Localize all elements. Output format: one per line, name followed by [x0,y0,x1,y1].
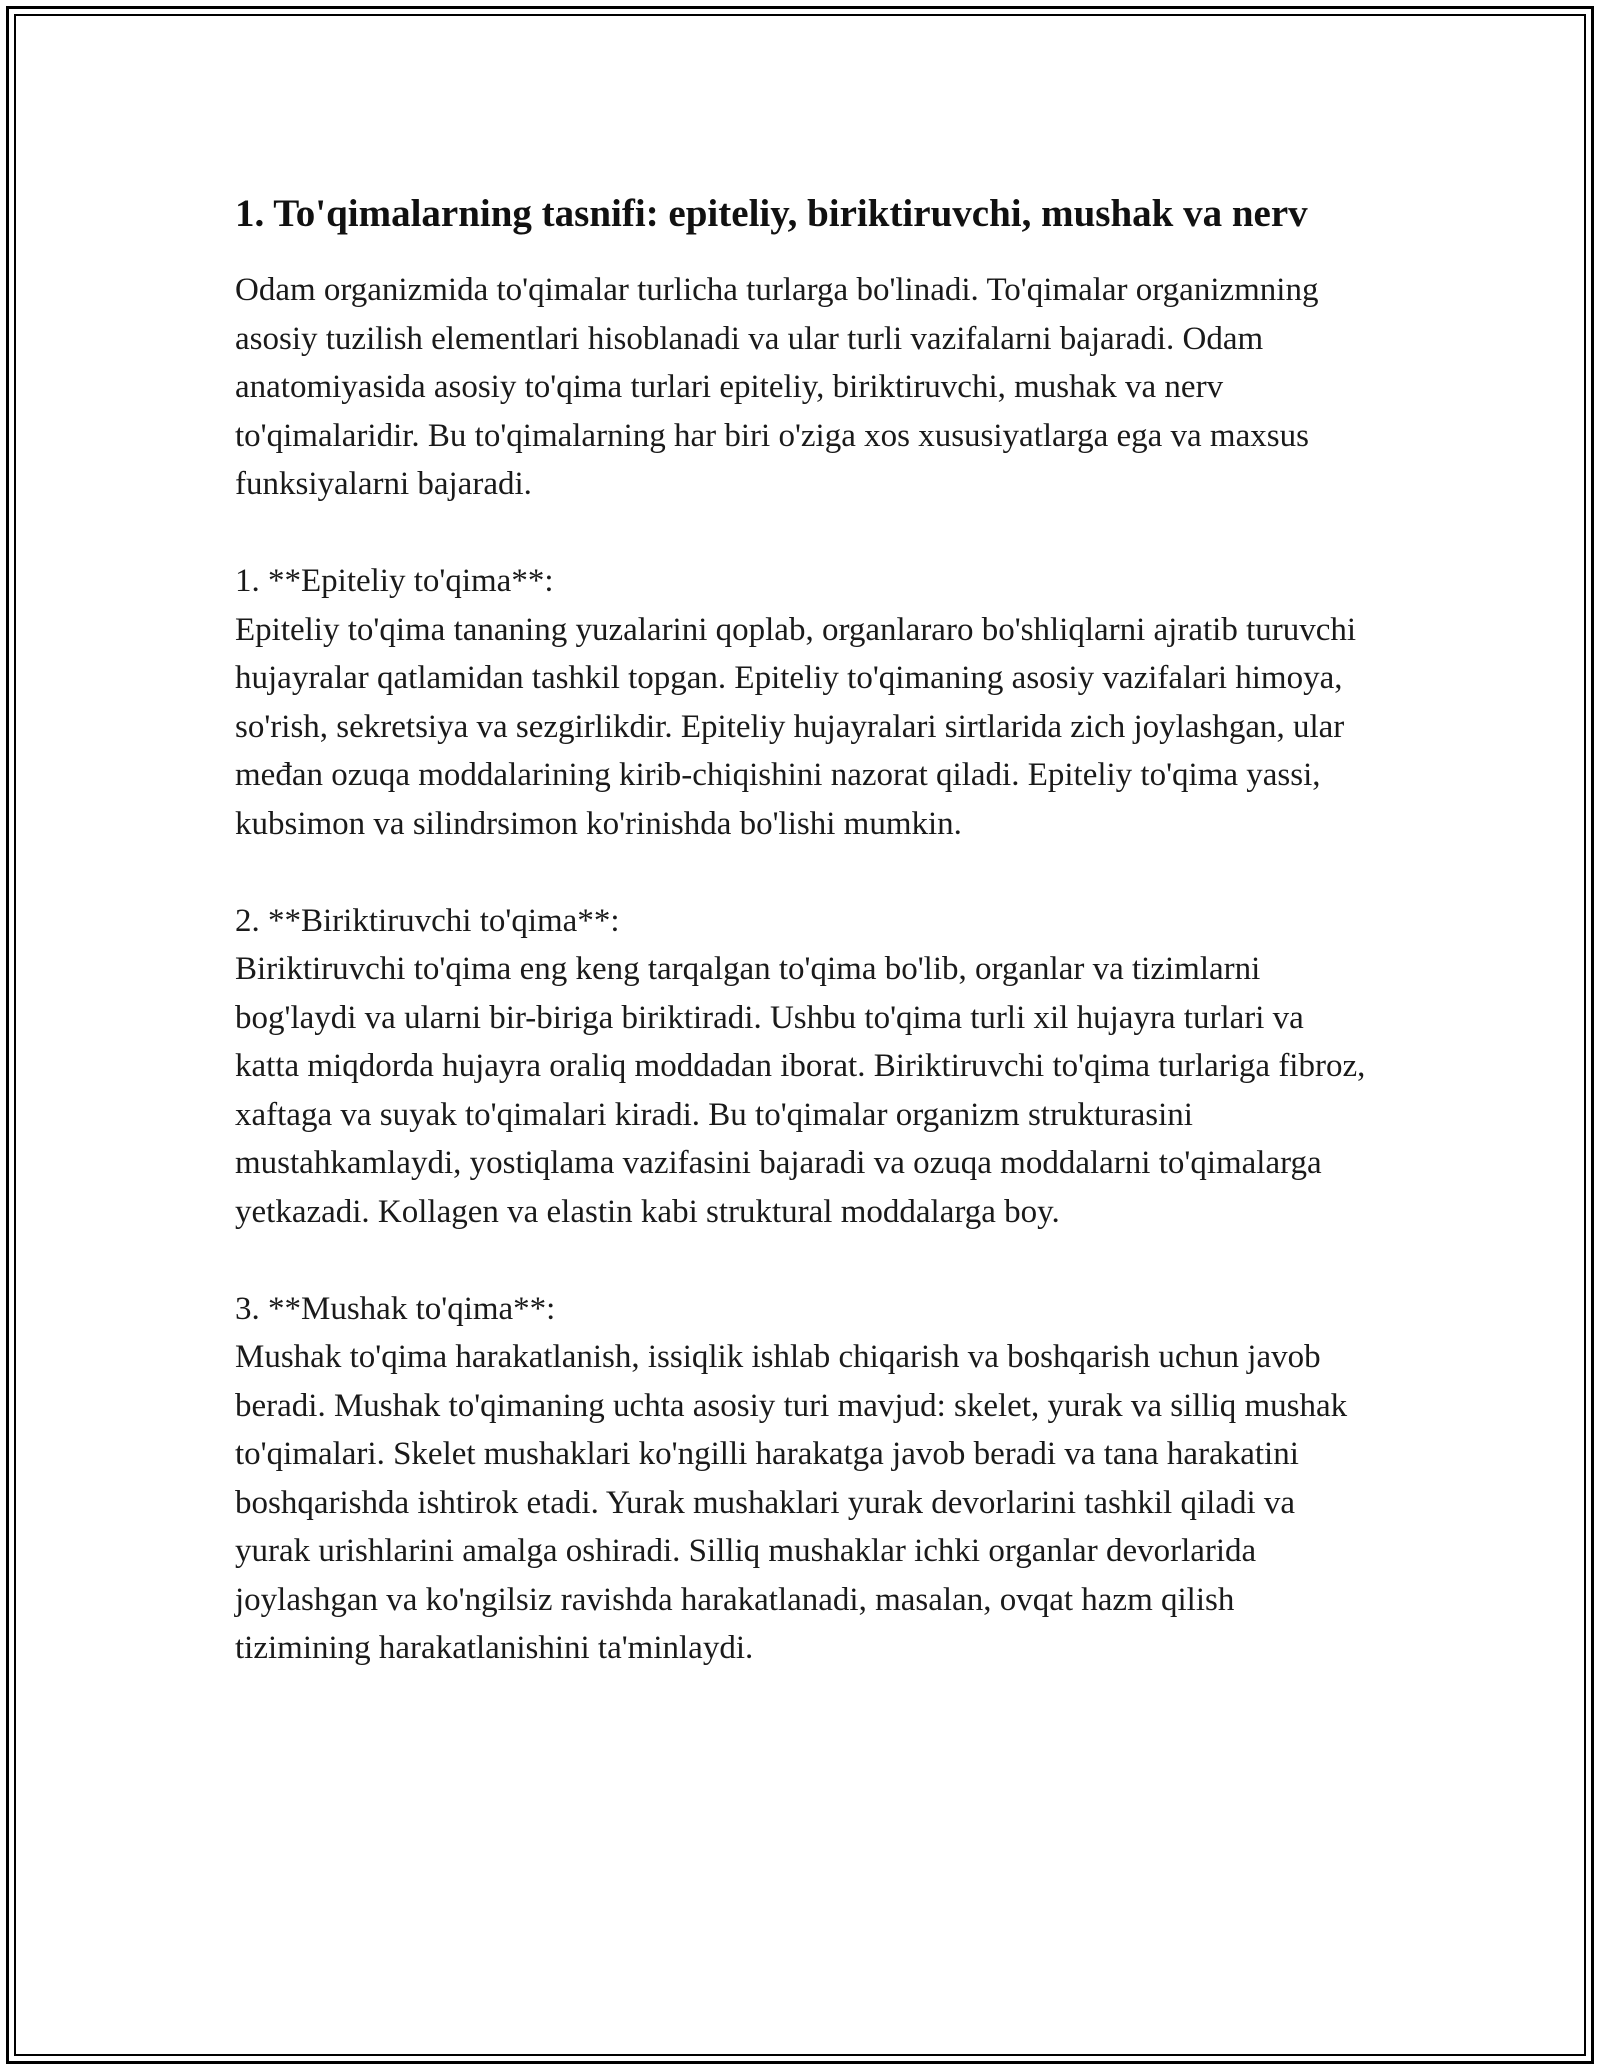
section-heading: 3. **Mushak to'qima**: [235,1290,556,1327]
intro-paragraph: Odam organizmida to'qimalar turlicha turlarga bo'linadi. To'qimalar organizmning asosiy tuzilish elementlari hisoblanadi va ular turli vazifalarni bajaradi. Odam anatomiyasida asosiy to'qima turlari epiteliy, biriktiruvchi, mushak va nerv to'qimalaridir. Bu to'qimalarning har biri o'ziga xos xususiyatlarga ega va maxsus funksiyalarni bajaradi. [235,272,1319,502]
section-biriktiruvchi [235,897,1370,1237]
section-heading: 1. **Epiteliy to'qima**: [235,563,554,599]
document-body [235,186,1370,1673]
page-title: 1. To'qimalarning tasnifi: epiteliy, biriktiruvchi, mushak va nerv [235,192,1308,235]
section-body: Epiteliy to'qima tananing yuzalarini qoplab, organlararo bo'shliqlarni ajratib turuvchi hujayralar qatlamidan tashkil topgan. Epiteliy to'qimaning asosiy vazifalari himoya, so'rish, sekretsiya va sezgirlikdir. Epiteliy hujayralari sirtlarida zich joylashgan, ular međan ozuqa moddalarining kirib-chiqishini nazorat qiladi. Epiteliy to'qima yassi, kubsimon va silindrsimon ko'rinishda bo'lishi mumkin. [235,611,1357,842]
section-body: Biriktiruvchi to'qima eng keng tarqalgan to'qima bo'lib, organlar va tizimlarni bog'laydi va ularni bir-biriga biriktiradi. Ushbu to'qima turli xil hujayra turlari va katta miqdorda hujayra oraliq moddadan iborat. Biriktiruvchi to'qima turlariga fibroz, xaftaga va suyak to'qimalari kiradi. Bu to'qimalar organizm strukturasini mustahkamlaydi, yostiqlama vazifasini bajaradi va ozuqa moddalarni to'qimalarga yetkazadi. Kollagen va elastin kabi struktural moddalarga boy. [235,951,1366,1230]
section-epiteliy [235,557,1370,848]
section-mushak [235,1285,1370,1673]
section-body: Mushak to'qima harakatlanish, issiqlik ishlab chiqarish va boshqarish uchun javob beradi. Mushak to'qimaning uchta asosiy turi mavjud: skelet, yurak va silliq mushak to'qimalari. Skelet mushaklari ko'ngilli harakatga javob beradi va tana harakatini boshqarishda ishtirok etadi. Yurak mushaklari yurak devorlarini tashkil qiladi va yurak urishlarini amalga oshiradi. Silliq mushaklar ichki organlar devorlarida joylashgan va ko'ngilsiz ravishda harakatlanadi, masalan, ovqat hazm qilish tizimining harakatlanishini ta'minlaydi. [235,1339,1348,1666]
section-heading: 2. **Biriktiruvchi to'qima**: [235,902,620,939]
